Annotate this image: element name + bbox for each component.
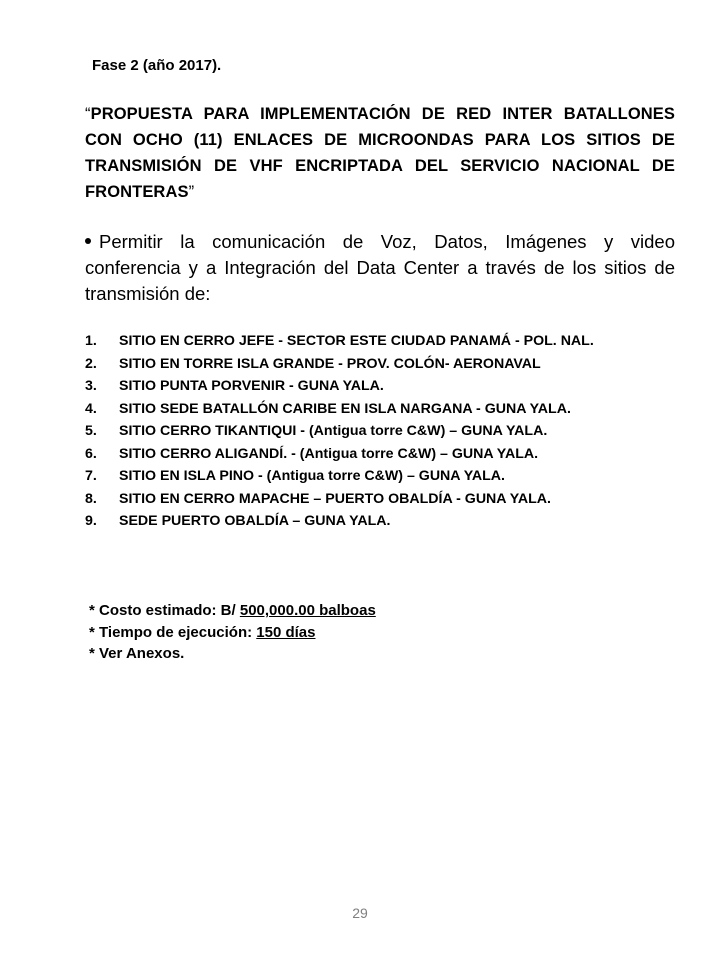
sites-list <box>85 330 685 533</box>
list-item <box>85 465 685 488</box>
list-item <box>85 353 685 376</box>
list-item-text: SITIO PUNTA PORVENIR - GUNA YALA. <box>119 378 384 394</box>
list-item-text: SEDE PUERTO OBALDÍA – GUNA YALA. <box>119 513 391 529</box>
bullet-text: Permitir la comunicación de Voz, Datos, Imágenes y video conferencia y a Integración del Data Center a través de los sitios de transmisión de: <box>85 231 675 304</box>
list-item-number: 9. <box>85 513 97 529</box>
notes-block <box>89 600 376 665</box>
list-item-number: 6. <box>85 445 97 462</box>
time-note <box>89 622 376 644</box>
time-value: 150 días <box>256 623 316 641</box>
title-open-quote: “ <box>85 105 91 123</box>
list-item-text: SITIO EN CERRO JEFE - SECTOR ESTE CIUDAD PANAMÁ - POL. NAL. <box>119 333 594 349</box>
list-item-number: 8. <box>85 490 97 507</box>
list-item-text: SITIO CERRO ALIGANDÍ. - (Antigua torre C&W) – GUNA YALA. <box>119 445 539 462</box>
phase-heading: Fase 2 (año 2017). <box>92 57 222 74</box>
list-item-number: 4. <box>85 400 97 417</box>
bullet-paragraph <box>85 229 675 307</box>
list-item-number: 7. <box>85 468 97 484</box>
list-item <box>85 488 685 511</box>
list-item-text: SITIO CERRO TIKANTIQUI - (Antigua torre C&W) – GUNA YALA. <box>119 423 548 439</box>
list-item-text: SITIO EN ISLA PINO - (Antigua torre C&W) – GUNA YALA. <box>119 468 505 484</box>
list-item <box>85 420 685 443</box>
list-item-number: 3. <box>85 378 97 394</box>
cost-note <box>89 600 376 622</box>
time-label: * Tiempo de ejecución: <box>89 623 257 641</box>
annex-note: * Ver Anexos. <box>89 645 185 662</box>
page-number: 29 <box>352 905 368 921</box>
list-item <box>85 398 685 421</box>
list-item-text: SITIO EN CERRO MAPACHE – PUERTO OBALDÍA - GUNA YALA. <box>119 490 551 507</box>
cost-label: * Costo estimado: B/ <box>89 602 240 619</box>
list-item-number: 2. <box>85 355 97 372</box>
list-item-number: 5. <box>85 423 97 439</box>
list-item-text: SITIO SEDE BATALLÓN CARIBE EN ISLA NARGANA - GUNA YALA. <box>119 400 571 417</box>
proposal-title <box>85 101 675 205</box>
list-item <box>85 443 685 466</box>
title-close-quote: ” <box>188 183 195 201</box>
list-item <box>85 330 685 353</box>
list-item <box>85 375 685 398</box>
list-item <box>85 510 685 533</box>
cost-value: 500,000.00 balboas <box>239 602 376 619</box>
list-item-text: SITIO EN TORRE ISLA GRANDE - PROV. COLÓN- AERONAVAL <box>119 355 541 372</box>
bullet-icon <box>85 238 91 244</box>
list-item-number: 1. <box>85 333 97 349</box>
title-text: PROPUESTA PARA IMPLEMENTACIÓN DE RED INTER BATALLONES CON OCHO (11) ENLACES DE MICROONDAS PARA LOS SITIOS DE TRANSMISIÓN DE VHF ENCRIPTADA DEL SERVICIO NACIONAL DE FRONTERAS <box>85 105 675 201</box>
